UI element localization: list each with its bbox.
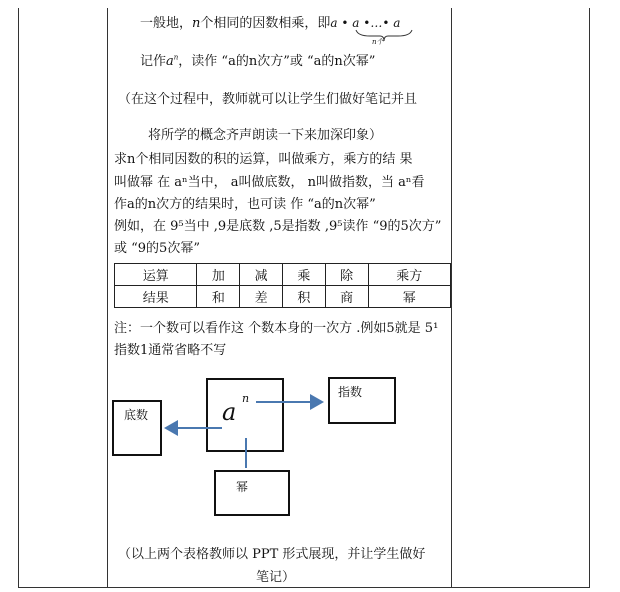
definition-line-4: 例如，在 9⁵当中 ,9是底数 ,5是指数 ,9⁵读作 “9的5次方” <box>114 219 442 234</box>
definition-line-1: 求n个相同因数的积的运算，叫做乘方，乘方的结 果 <box>114 152 413 167</box>
table-cell: 乘方 <box>368 264 451 286</box>
power-label: 幂 <box>236 480 249 494</box>
table-cell: 差 <box>240 286 283 308</box>
note-line-1: 注：一个数可以看作这 个数本身的一次方 .例如5就是 5¹ <box>114 321 439 336</box>
intro-line-1: 一般地，n个相同的因数相乘，即a • a •…• a <box>140 16 401 31</box>
teacher-note-line-1: （在这个过程中，教师就可以让学生们做好笔记并且 <box>118 92 418 107</box>
definition-line-5: 或 “9的5次幂” <box>114 241 200 256</box>
base-label: 底数 <box>124 408 149 422</box>
table-cell: 减 <box>240 264 283 286</box>
intro-line-2: 记作$a^n$，读作 “a的n次方”或 “a的n次幂” <box>140 53 376 69</box>
table-cell: 幂 <box>368 286 451 308</box>
definition-line-2: 叫做幂 在 aⁿ当中， a叫做底数， n叫做指数，当 aⁿ看 <box>114 175 425 190</box>
table-cell: 和 <box>197 286 240 308</box>
underbrace-label: n个 <box>372 38 384 46</box>
table-cell: 运算 <box>115 264 197 286</box>
table-cell: 除 <box>325 264 368 286</box>
table-cell: 结果 <box>115 286 197 308</box>
table-cell: 积 <box>282 286 325 308</box>
exponent-label: 指数 <box>338 385 363 399</box>
ppt-note-line-1: （以上两个表格教师以 PPT 形式展现，并让学生做好 <box>118 547 426 562</box>
diagram-arrows <box>126 8 469 588</box>
product-expression: a • a •…• a <box>330 16 401 30</box>
column-divider-left <box>107 8 108 587</box>
teacher-note-line-2: 将所学的概念齐声朗读一下来加深印象） <box>148 128 383 143</box>
content-cell <box>114 8 469 588</box>
expression-exponent: n <box>242 392 250 405</box>
note-line-2: 指数1通常省略不写 <box>114 343 227 358</box>
definition-line-3: 作a的n次方的结果时，也可读 作 “a的n次幂” <box>114 197 376 212</box>
table-cell: 乘 <box>282 264 325 286</box>
ppt-note-line-2: 笔记） <box>256 570 296 585</box>
table-cell: 商 <box>325 286 368 308</box>
expression-base: a <box>222 398 237 426</box>
table-cell: 加 <box>197 264 240 286</box>
